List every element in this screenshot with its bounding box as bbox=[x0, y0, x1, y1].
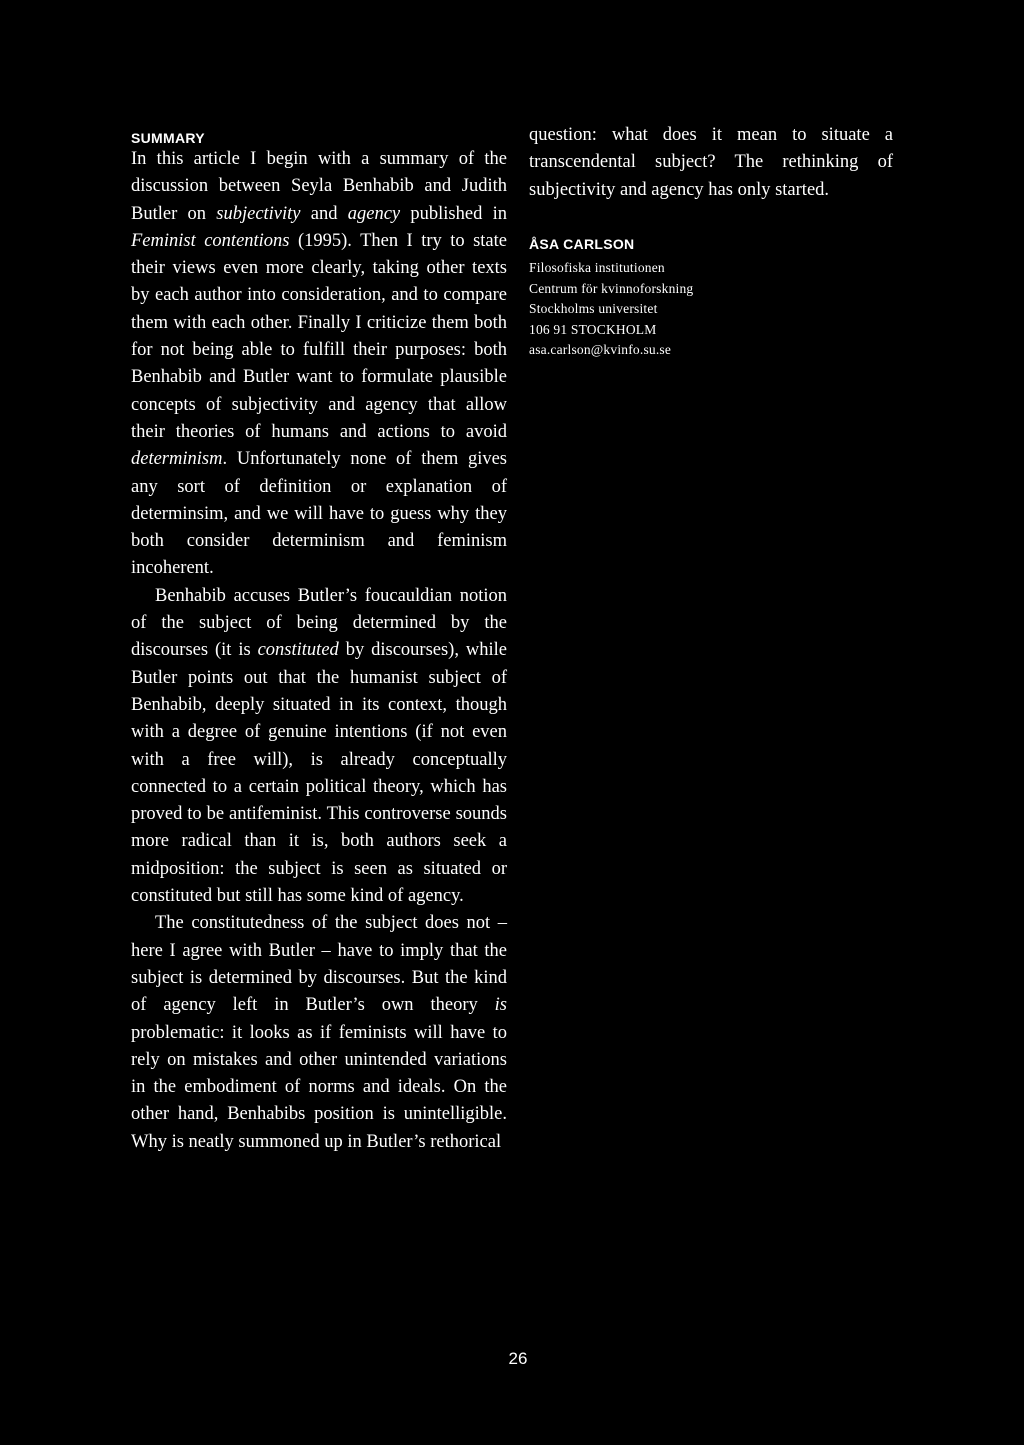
affiliation-postal-address: 106 91 STOCKHOLM bbox=[529, 321, 657, 337]
text-run: published in bbox=[400, 203, 507, 224]
emphasized-term: agency bbox=[347, 203, 401, 224]
emphasized-term: constituted bbox=[257, 640, 339, 661]
summary-body bbox=[131, 146, 507, 1156]
text-run: In this article I begin with a summary of the discussion between Seyla Benhabib and Judith Butler on bbox=[131, 149, 507, 224]
text-run: (1995). Then I try to state their views even more clearly, taking other texts by each author into consideration, and to compare them with each other. Finally I criticize them both for not being able to fulfill their purposes: both Benhabib and Butler want to formulate plausible concepts of subjectivity and agency that allow their theories of humans and actions to avoid bbox=[131, 230, 507, 442]
text-run: The constitutedness of the subject does not – here I agree with Butler – have to imply that the subject is determined by discourses. But the kind of agency left in Butler’s own theory bbox=[131, 913, 507, 1016]
emphasized-term: is bbox=[494, 995, 507, 1016]
summary-paragraph bbox=[131, 146, 507, 583]
continuation-line: question: what does it mean to situate a bbox=[529, 125, 893, 145]
affiliation-university: Stockholms universitet bbox=[529, 301, 658, 317]
emphasized-term: determinism bbox=[131, 449, 223, 470]
author-name: ÅSA CARLSON bbox=[529, 236, 635, 252]
continuation-line: transcendental subject? The rethinking of bbox=[529, 152, 893, 173]
text-run: by discourses), while Butler points out that the humanist subject of Benhabib, deeply situated in its context, though with a degree of genuine intentions (if not even with a free will), is already conceptually connected to a certain political theory, which has proved to be antifeminist. This controverse sounds more radical than it is, both authors seek a midposition: the subject is seen as situated or constituted but still has some kind of agency. bbox=[131, 640, 507, 907]
affiliation-centre: Centrum för kvinnoforskning bbox=[529, 280, 694, 296]
text-run: problematic: it looks as if feminists will have to rely on mistakes and other unintended variations in the embodiment of norms and ideals. On the other hand, Benhabibs position is unintelligible. Why is neatly summoned up in Butler’s rethorical bbox=[131, 1022, 507, 1152]
summary-continuation bbox=[529, 122, 893, 204]
summary-heading: SUMMARY bbox=[131, 130, 205, 146]
text-run: and bbox=[300, 203, 348, 224]
text-run: Benhabib accuses Butler’s foucauldian notion of the subject of being determined by the discourses (it is bbox=[131, 585, 507, 661]
affiliation-department: Filosofiska institutionen bbox=[529, 260, 665, 275]
summary-paragraph bbox=[131, 910, 507, 1156]
author-affiliation bbox=[529, 258, 693, 361]
summary-paragraph bbox=[131, 583, 507, 911]
author-email: asa.carlson@kvinfo.su.se bbox=[529, 342, 672, 358]
emphasized-term: subjectivity bbox=[216, 203, 301, 224]
continuation-line: subjectivity and agency has only started. bbox=[529, 179, 830, 200]
text-run: . Unfortunately none of them gives any sort of definition or explanation of determinsim, and we will have to guess why they both consider determinism and feminism incoherent. bbox=[131, 449, 507, 579]
page-number: 26 bbox=[508, 1349, 528, 1368]
emphasized-term: Feminist contentions bbox=[131, 230, 290, 251]
